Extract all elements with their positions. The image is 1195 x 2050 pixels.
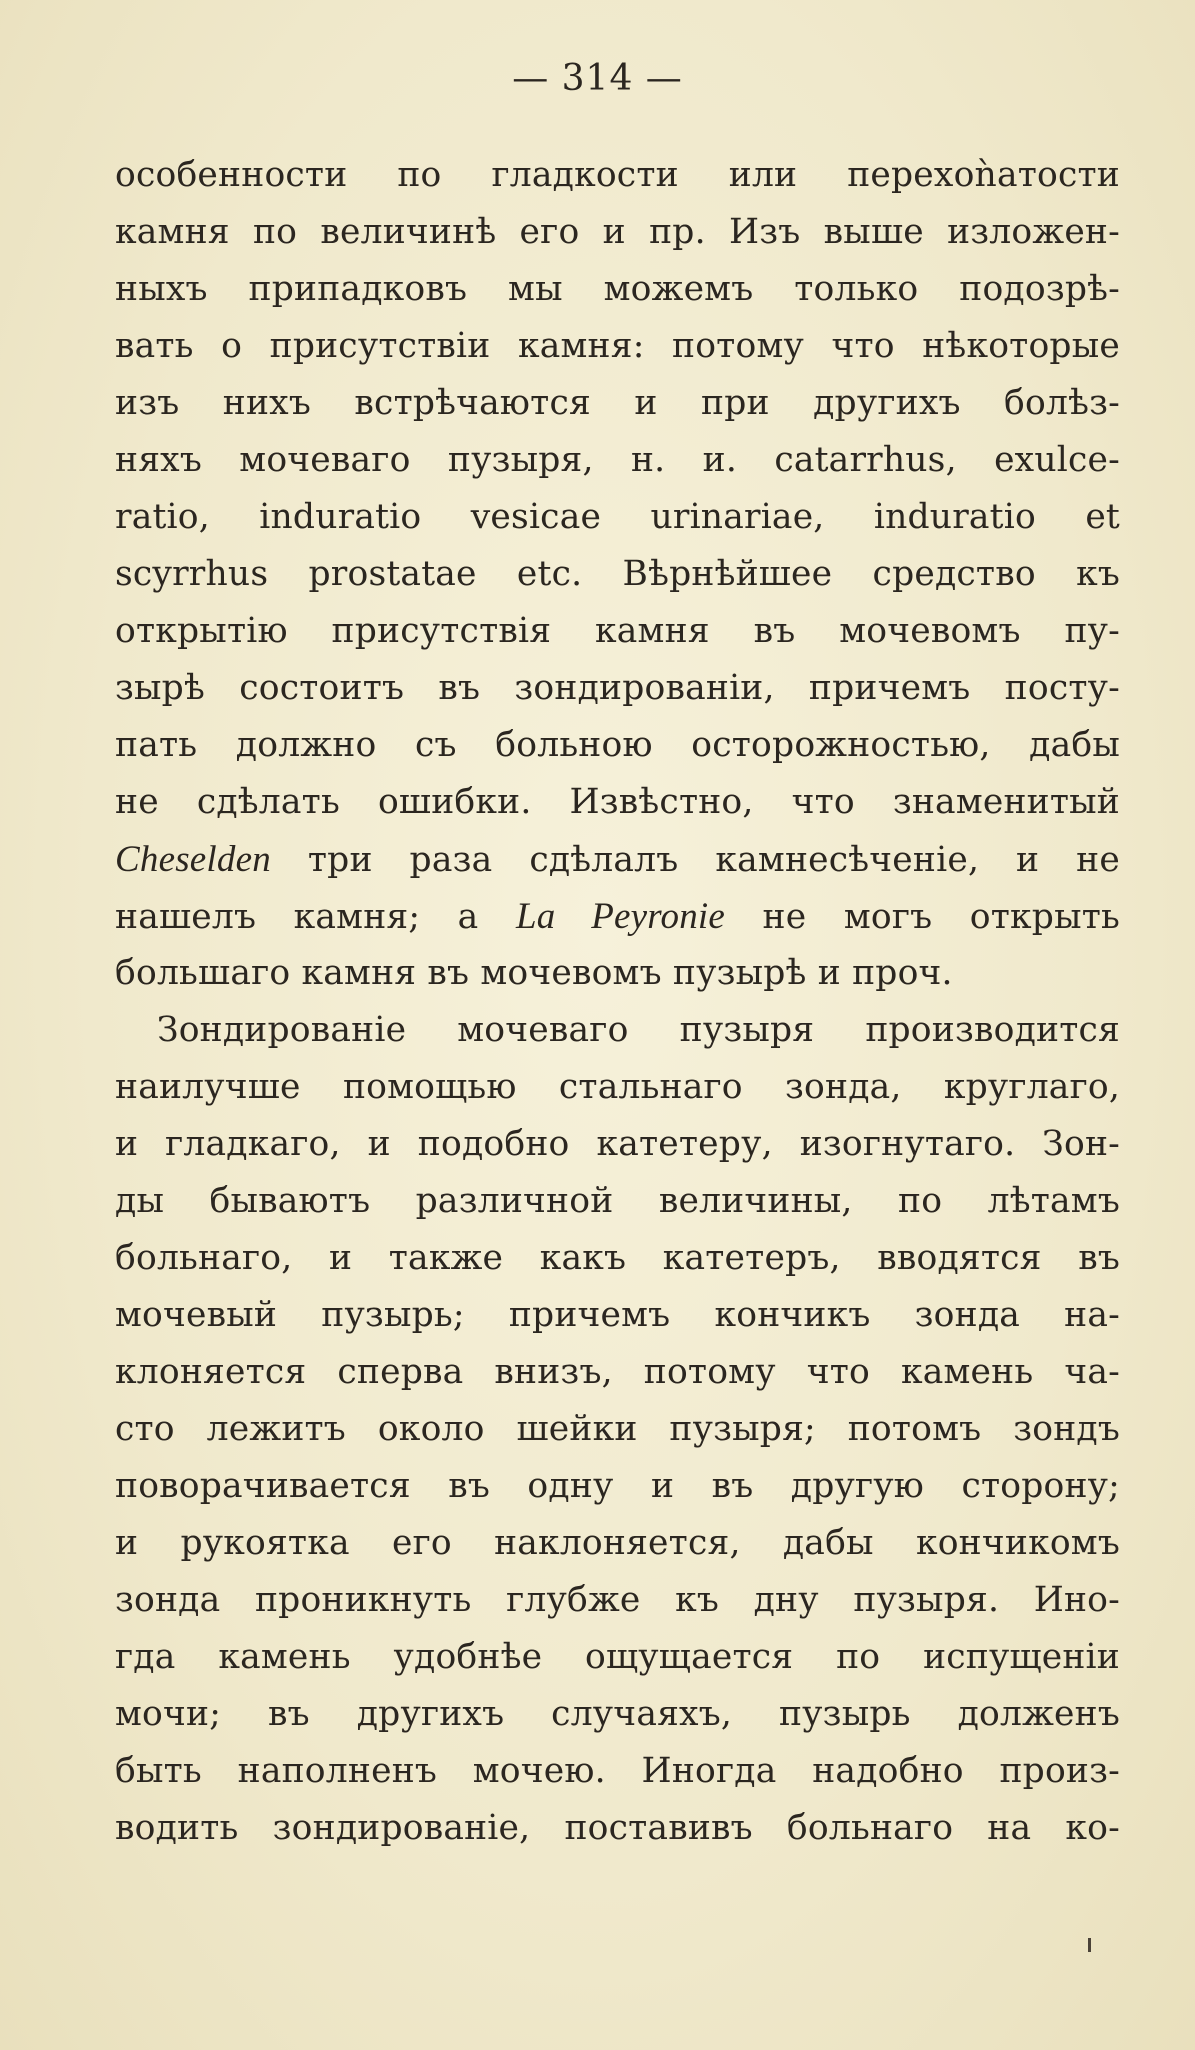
italic-name: Cheselden [115,839,271,880]
text-line: ды бываютъ различной величины, по лѣтамъ [115,1181,1120,1221]
text-line: особенности по гладкости или перехоǹатости [115,155,1120,195]
text-line: больнаго, и также какъ катетеръ, вводятся въ [115,1238,1120,1278]
text-line: ныхъ припадковъ мы можемъ только подозрѣ- [115,269,1120,309]
text-line: водить зондированіе, поставивъ больнаго на ко- [115,1808,1120,1848]
print-mark [1088,1938,1091,1952]
text-line: не сдѣлать ошибки. Извѣстно, что знаменитый [115,782,1120,822]
text-line: открытію присутствія камня въ мочевомъ пу- [115,611,1120,651]
text-line: пать должно съ больною осторожностью, дабы [115,725,1120,765]
text-line [115,888,1120,945]
text-line: камня по величинѣ его и пр. Изъ выше изложен- [115,212,1120,252]
text-line: scyrrhus prostatae etc. Вѣрнѣйшее средство къ [115,554,1120,594]
text-line: зонда проникнуть глубже къ дну пузыря. Ино- [115,1580,1120,1620]
text-line: быть наполненъ мочею. Иногда надобно произ- [115,1751,1120,1791]
text-line: ratio, induratio vesicae urinariae, induratio et [115,497,1120,537]
text-segment: не могъ открыть [725,897,1121,937]
text-segment: нашелъ камня; а [115,897,516,937]
italic-name: La Peyronie [515,896,726,937]
text-line: гда камень удобнѣе ощущается по испущеніи [115,1637,1120,1677]
page-number: — 314 — [512,58,683,99]
text-line: клоняется сперва внизъ, потому что камень ча- [115,1352,1120,1392]
text-segment: три раза сдѣлалъ камнесѣченіе, и не [270,840,1120,880]
text-line: и рукоятка его наклоняется, дабы кончикомъ [115,1523,1120,1563]
text-line: мочевый пузырь; причемъ кончикъ зонда на- [115,1295,1120,1335]
text-line: большаго камня въ мочевомъ пузырѣ и проч. [115,953,953,993]
text-line: сто лежитъ около шейки пузыря; потомъ зондъ [115,1409,1120,1449]
text-line: вать о присутствіи камня: потому что нѣкоторые [115,326,1120,366]
text-line: и гладкаго, и подобно катетеру, изогнутаго. Зон- [115,1124,1120,1164]
text-line: поворачивается въ одну и въ другую сторону; [115,1466,1120,1506]
text-line: изъ нихъ встрѣчаются и при другихъ болѣз- [115,383,1120,423]
text-line: наилучше помощью стальнаго зонда, круглаго, [115,1067,1120,1107]
text-line: Зондированіе мочеваго пузыря производится [157,1010,1120,1050]
body-text [115,147,1120,1857]
text-line: няхъ мочеваго пузыря, н. и. catarrhus, exulce- [115,440,1120,480]
text-line [115,831,1120,888]
text-line: мочи; въ другихъ случаяхъ, пузырь долженъ [115,1694,1120,1734]
text-line: зырѣ состоитъ въ зондированіи, причемъ посту- [115,668,1120,708]
